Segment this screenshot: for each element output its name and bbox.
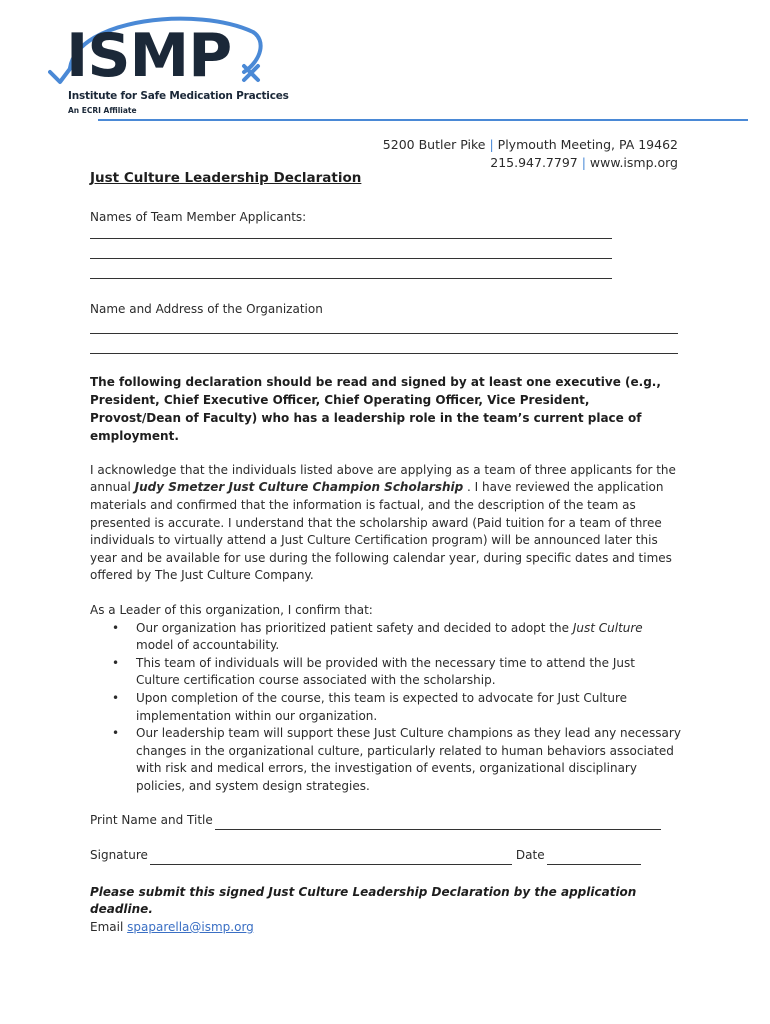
- date-line[interactable]: [547, 852, 641, 865]
- address-street: 5200 Butler Pike: [382, 137, 486, 152]
- address-city: Plymouth Meeting, PA 19462: [497, 137, 678, 152]
- ack-text-2: . I have reviewed the application materials and confirmed that the information is factual, and the description of the team as presented is accurate. I understand that the scholarship award (Paid tuition for a team of three individuals to virtually attend a Just Culture Certification program) will be announced later this year and be available for use during the following calendar year, during specific dates and times offered by The Just Culture Company.: [90, 480, 672, 583]
- org-label: Name and Address of the Organization: [90, 302, 323, 317]
- bullet-1-post: model of accountability.: [136, 638, 280, 653]
- print-name-field: [90, 812, 682, 830]
- list-item: • Our leadership team will support these Just Culture champions as they lead any necessary changes in the organizational culture, particularly related to human behaviors associated with risk and medical errors, the investigation of events, organizational disciplinary policies, and system design strategies.: [136, 725, 682, 795]
- document-title: Just Culture Leadership Declaration: [90, 170, 362, 186]
- email-line: [90, 919, 682, 937]
- executive-note: The following declaration should be read and signed by at least one executive (e.g., President, Chief Executive Officer, Chief Operating Officer, Vice President, Provost/Dean of Faculty) who has a leadership role in the team’s current place of employment.: [90, 374, 661, 443]
- signature-field: [90, 847, 682, 865]
- logo-affiliate: An ECRI Affiliate: [68, 106, 137, 115]
- acknowledgement-paragraph: [90, 462, 682, 585]
- list-item: [136, 620, 682, 655]
- names-label: Names of Team Member Applicants:: [90, 209, 307, 224]
- list-item: • Upon completion of the course, this team is expected to advocate for Just Culture implementation within our organization.: [136, 690, 682, 725]
- print-name-label: Print Name and Title: [90, 813, 213, 828]
- phone-number: 215.947.7797: [490, 155, 578, 170]
- website-link[interactable]: www.ismp.org: [589, 155, 678, 170]
- name-line-3[interactable]: [90, 278, 612, 279]
- org-line-1[interactable]: [90, 333, 678, 334]
- logo-wordmark: ISMP: [66, 21, 232, 91]
- email-label: Email: [90, 919, 124, 934]
- date-label: Date: [515, 848, 545, 863]
- header-divider: [98, 119, 748, 121]
- list-item: • This team of individuals will be provided with the necessary time to attend the Just Culture certification course associated with the scholarship.: [136, 655, 682, 690]
- ismp-logo: [48, 10, 289, 120]
- org-line-2[interactable]: [90, 353, 678, 354]
- org-lines: [90, 333, 682, 354]
- address-line-1: [383, 136, 678, 154]
- name-line-2[interactable]: [90, 258, 612, 259]
- address-separator: |: [489, 137, 494, 152]
- bullet-1-em: Just Culture: [572, 620, 643, 635]
- address-block: [383, 136, 678, 172]
- document-body: [90, 170, 682, 936]
- scholarship-name: Judy Smetzer Just Culture Champion Scholarship: [134, 480, 464, 495]
- bullet-1-pre: Our organization has prioritized patient safety and decided to adopt the: [136, 620, 573, 635]
- name-line-1[interactable]: [90, 238, 612, 239]
- email-link[interactable]: spaparella@ismp.org: [127, 919, 254, 934]
- contact-separator: |: [581, 155, 586, 170]
- leader-intro: As a Leader of this organization, I confirm that:: [90, 602, 373, 617]
- logo-subtitle: Institute for Safe Medication Practices: [68, 90, 289, 102]
- signature-line[interactable]: [150, 852, 512, 865]
- ack-text-1: I acknowledge that the individuals listed above are applying as a team of three applicants for the annual: [90, 462, 676, 495]
- submit-note: Please submit this signed Just Culture Leadership Declaration by the application deadline.: [90, 884, 637, 917]
- names-lines: [90, 238, 682, 279]
- print-name-line[interactable]: [215, 817, 661, 830]
- confirmation-list: [90, 620, 682, 796]
- signature-label: Signature: [90, 848, 148, 863]
